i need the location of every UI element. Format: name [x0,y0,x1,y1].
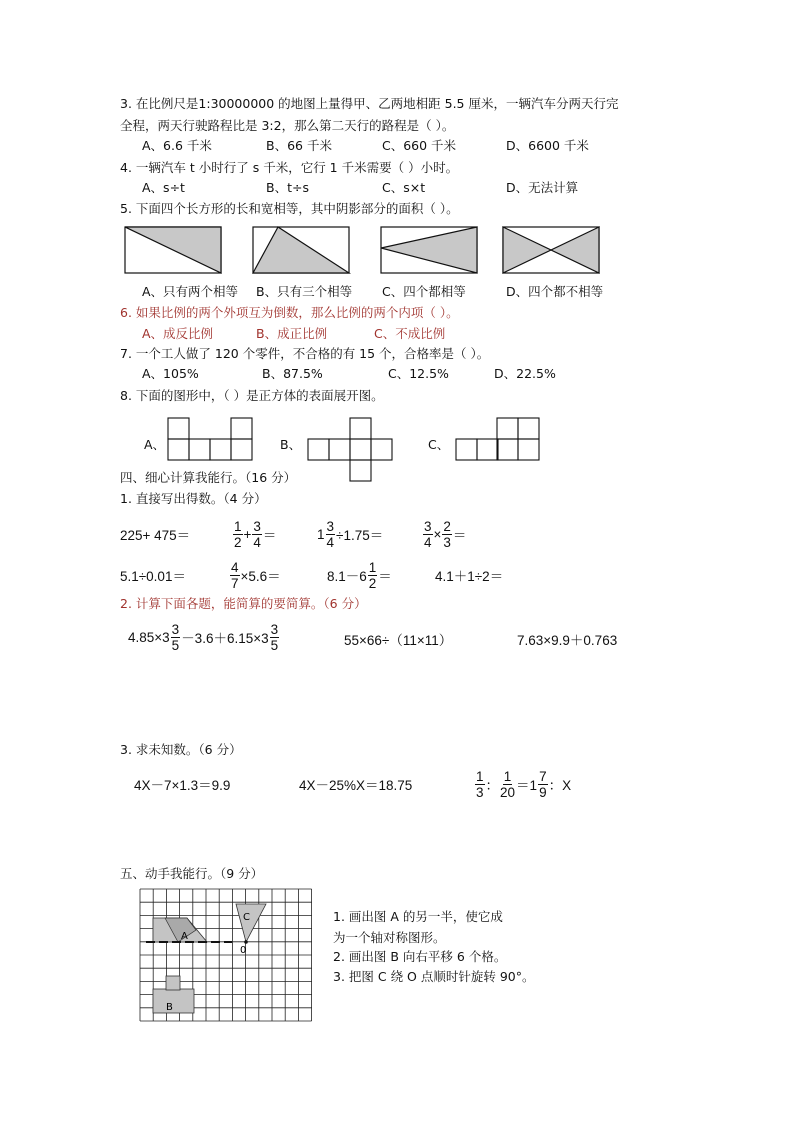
q8-label-b: B、 [280,437,302,452]
task-2: 2. 画出图 B 向右平移 6 个格。 [333,949,507,964]
simplify-expr-2: 55×66÷（11×11） [344,633,453,648]
calc-expr-8: 4.1＋1÷2＝ [435,569,504,584]
calc-expr-2: $\frac{1}{2}$ + $\frac{3}{4}$ ＝ [234,518,277,550]
q7-option-b: B、87.5% [262,366,323,381]
section4-part2-title: 2. 计算下面各题，能简算的要简算。（6 分） [120,596,367,611]
section4-title: 四、细心计算我能行。（16 分） [120,470,297,485]
shape-c-label: C [243,912,250,923]
equation-2: 4X－25%X＝18.75 [299,778,413,793]
q5-option-c: C、四个都相等 [382,284,466,299]
shape-b-label: B [166,1002,173,1013]
task-1-line1: 1. 画出图 A 的另一半，使它成 [333,909,503,924]
task-3: 3. 把图 C 绕 O 点顺时针旋转 90°。 [333,969,535,984]
shape-c-triangle [236,904,266,942]
section4-part1-title: 1. 直接写出得数。（4 分） [120,491,267,506]
q5-option-a: A、只有两个相等 [142,284,239,299]
q6-option-c: C、不成比例 [374,326,446,341]
q6-line: 6. 如果比例的两个外项互为倒数，那么比例的两个内项（ ）。 [120,305,459,320]
q3-option-b: B、66 千米 [266,138,332,153]
q8-label-c: C、 [428,437,450,452]
q8-line: 8. 下面的图形中，（ ）是正方体的表面展开图。 [120,388,384,403]
q3-line1: 3. 在比例尺是1:30000000 的地图上量得甲、乙两地相距 5.5 厘米，一辆汽车分两天行完 [120,96,619,111]
calc-expr-4: $\frac{3}{4}$ × $\frac{2}{3}$ ＝ [424,518,467,550]
task-1-line2: 为一个轴对称图形。 [333,930,446,945]
equation-3: $\frac{1}{3}$ ： $\frac{1}{20}$ ＝1 $\frac{7}{9}$ ：X [476,768,572,800]
q5-line: 5. 下面四个长方形的长和宽相等，其中阴影部分的面积（ ）。 [120,201,459,216]
simplify-expr-3: 7.63×9.9＋0.763 [517,633,618,648]
calc-expr-6: $\frac{4}{7}$ ×5.6＝ [231,559,281,591]
q6-option-a: A、成反比例 [142,326,214,341]
q4-line: 4. 一辆汽车 t 小时行了 s 千米，它行 1 千米需要（ ）小时。 [120,160,459,175]
shape-a-label: A [181,931,188,942]
calc-expr-3: 1 $\frac{3}{4}$ ÷1.75＝ [317,518,384,550]
calc-expr-7: 8.1－6 $\frac{1}{2}$ ＝ [327,559,392,591]
q3-option-c: C、660 千米 [382,138,457,153]
section4-part3-title: 3. 求未知数。（6 分） [120,742,242,757]
simplify-expr-1: 4.85×3 $\frac{3}{5}$ －3.6＋6.15×3 $\frac{3}{5}$ [128,621,279,653]
q4-option-d: D、无法计算 [506,180,579,195]
q7-option-c: C、12.5% [388,366,449,381]
q4-option-a: A、s÷t [142,180,185,195]
calc-expr-1: 225+ 475＝ [120,528,191,543]
q3-line2: 全程，两天行驶路程比是 3:2，那么第二天行的路程是（ ）。 [120,118,455,133]
shape-b-rect-top [166,976,180,990]
rotation-point-o [244,940,248,944]
point-o-label: 0 [240,945,247,956]
q8-label-a: A、 [144,437,166,452]
q3-option-a: A、6.6 千米 [142,138,212,153]
q7-line: 7. 一个工人做了 120 个零件，不合格的有 15 个，合格率是（ ）。 [120,346,490,361]
q7-option-a: A、105% [142,366,199,381]
q5-option-b: B、只有三个相等 [256,284,353,299]
equation-1: 4X－7×1.3＝9.9 [134,778,231,793]
q4-option-b: B、t÷s [266,180,309,195]
calc-expr-5: 5.1÷0.01＝ [120,569,186,584]
shape-b-rect [153,989,194,1013]
section5-title: 五、动手我能行。（9 分） [120,866,264,881]
q6-option-b: B、成正比例 [256,326,328,341]
q7-option-d: D、22.5% [494,366,556,381]
q5-option-d: D、四个都不相等 [506,284,604,299]
q4-option-c: C、s×t [382,180,426,195]
q3-option-d: D、6600 千米 [506,138,589,153]
